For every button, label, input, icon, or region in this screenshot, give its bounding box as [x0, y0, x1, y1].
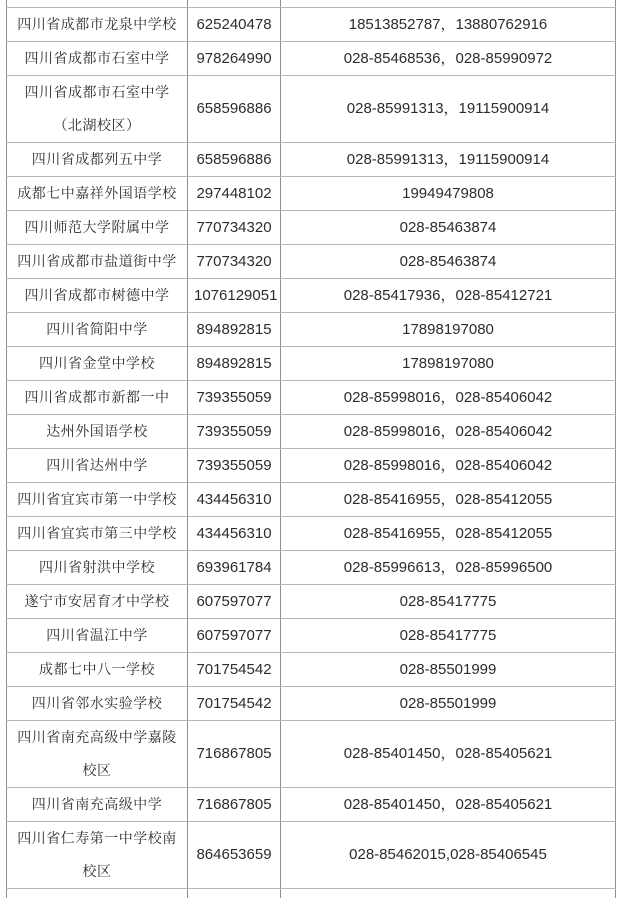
- table-row: [7, 720, 616, 787]
- table-body: [7, 0, 616, 898]
- table-row: [7, 618, 616, 652]
- qq-number-cell: 716867805: [188, 720, 281, 787]
- phone-number-cell: 028-85417775: [281, 584, 616, 618]
- cut-off-row-top: [7, 0, 616, 7]
- qq-number-cell: 658596886: [188, 142, 281, 176]
- phone-number-cell: 028-85417936，028-85412721: [281, 278, 616, 312]
- table-row: [7, 176, 616, 210]
- table-row: [7, 142, 616, 176]
- qq-number-cell: 894892815: [188, 312, 281, 346]
- school-name-cell: 四川省宜宾市第三中学校: [7, 516, 188, 550]
- table-row: [7, 584, 616, 618]
- qq-number-cell: 297448102: [188, 176, 281, 210]
- phone-number-cell: 028-85416955，028-85412055: [281, 482, 616, 516]
- qq-number-cell: 701754542: [188, 652, 281, 686]
- phone-number-cell: 028-85996613，028-85996500: [281, 550, 616, 584]
- phone-number-cell: 028-85416955，028-85412055: [281, 516, 616, 550]
- qq-number-cell: 716867805: [188, 787, 281, 821]
- qq-number-cell: 658596886: [188, 75, 281, 142]
- school-name-cell: 四川省达州中学: [7, 448, 188, 482]
- school-name-cell: 四川省宜宾市第一中学校: [7, 482, 188, 516]
- empty-cell: [281, 888, 616, 898]
- school-name-cell: 四川省成都市新都一中: [7, 380, 188, 414]
- table-row: [7, 550, 616, 584]
- phone-number-cell: 028-85998016，028-85406042: [281, 448, 616, 482]
- table-row: [7, 414, 616, 448]
- phone-number-cell: 028-85463874: [281, 210, 616, 244]
- qq-number-cell: 607597077: [188, 618, 281, 652]
- table-row: [7, 448, 616, 482]
- school-name-cell: 成都七中嘉祥外国语学校: [7, 176, 188, 210]
- school-name-cell: 四川省金堂中学校: [7, 346, 188, 380]
- school-name-cell: 四川省简阳中学: [7, 312, 188, 346]
- table-row: [7, 821, 616, 888]
- qq-number-cell: 693961784: [188, 550, 281, 584]
- school-name-cell: 四川省温江中学: [7, 618, 188, 652]
- school-name-cell: 四川省成都市石室中学: [7, 41, 188, 75]
- empty-cell: [281, 0, 616, 7]
- table-row: [7, 7, 616, 41]
- qq-number-cell: 434456310: [188, 482, 281, 516]
- phone-number-cell: 028-85991313，19115900914: [281, 142, 616, 176]
- table-row: [7, 244, 616, 278]
- school-name-cell: 四川省成都市龙泉中学校: [7, 7, 188, 41]
- school-name-cell: 达州外国语学校: [7, 414, 188, 448]
- table-row: [7, 75, 616, 142]
- qq-number-cell: 770734320: [188, 210, 281, 244]
- table-row: [7, 652, 616, 686]
- school-name-cell: 四川省成都市盐道街中学: [7, 244, 188, 278]
- contact-table-container: [6, 0, 615, 898]
- table-row: [7, 380, 616, 414]
- school-name-cell: 遂宁市安居育才中学校: [7, 584, 188, 618]
- empty-cell: [7, 888, 188, 898]
- table-row: [7, 787, 616, 821]
- phone-number-cell: 18513852787，13880762916: [281, 7, 616, 41]
- school-name-cell: 四川省仁寿第一中学校南校区: [7, 821, 188, 888]
- phone-number-cell: 028-85462015,028-85406545: [281, 821, 616, 888]
- qq-number-cell: 434456310: [188, 516, 281, 550]
- school-name-cell: 四川省邻水实验学校: [7, 686, 188, 720]
- school-name-cell: 四川省射洪中学校: [7, 550, 188, 584]
- qq-number-cell: 701754542: [188, 686, 281, 720]
- phone-number-cell: 17898197080: [281, 346, 616, 380]
- table-row: [7, 278, 616, 312]
- qq-number-cell: 894892815: [188, 346, 281, 380]
- phone-number-cell: 028-85401450，028-85405621: [281, 720, 616, 787]
- school-name-cell: 四川省南充高级中学: [7, 787, 188, 821]
- empty-cell: [188, 888, 281, 898]
- qq-number-cell: 625240478: [188, 7, 281, 41]
- phone-number-cell: 028-85998016，028-85406042: [281, 414, 616, 448]
- phone-number-cell: 028-85991313，19115900914: [281, 75, 616, 142]
- qq-number-cell: 739355059: [188, 448, 281, 482]
- qq-number-cell: 770734320: [188, 244, 281, 278]
- phone-number-cell: 028-85463874: [281, 244, 616, 278]
- phone-number-cell: 028-85998016，028-85406042: [281, 380, 616, 414]
- qq-number-cell: 739355059: [188, 380, 281, 414]
- school-name-cell: 四川师范大学附属中学: [7, 210, 188, 244]
- phone-number-cell: 17898197080: [281, 312, 616, 346]
- qq-number-cell: 978264990: [188, 41, 281, 75]
- school-contact-table: [6, 0, 616, 898]
- phone-number-cell: 028-85401450，028-85405621: [281, 787, 616, 821]
- table-row: [7, 346, 616, 380]
- table-row: [7, 312, 616, 346]
- school-name-cell: 成都七中八一学校: [7, 652, 188, 686]
- school-name-cell: 四川省成都市石室中学（北湖校区）: [7, 75, 188, 142]
- qq-number-cell: 739355059: [188, 414, 281, 448]
- qq-number-cell: 1076129051: [188, 278, 281, 312]
- phone-number-cell: 19949479808: [281, 176, 616, 210]
- table-row: [7, 686, 616, 720]
- table-row: [7, 41, 616, 75]
- phone-number-cell: 028-85417775: [281, 618, 616, 652]
- cut-off-row-bottom: [7, 888, 616, 898]
- table-row: [7, 210, 616, 244]
- empty-cell: [7, 0, 188, 7]
- school-name-cell: 四川省成都列五中学: [7, 142, 188, 176]
- qq-number-cell: 607597077: [188, 584, 281, 618]
- phone-number-cell: 028-85501999: [281, 686, 616, 720]
- phone-number-cell: 028-85501999: [281, 652, 616, 686]
- phone-number-cell: 028-85468536，028-85990972: [281, 41, 616, 75]
- table-row: [7, 516, 616, 550]
- qq-number-cell: 864653659: [188, 821, 281, 888]
- school-name-cell: 四川省成都市树德中学: [7, 278, 188, 312]
- school-name-cell: 四川省南充高级中学嘉陵校区: [7, 720, 188, 787]
- empty-cell: [188, 0, 281, 7]
- table-row: [7, 482, 616, 516]
